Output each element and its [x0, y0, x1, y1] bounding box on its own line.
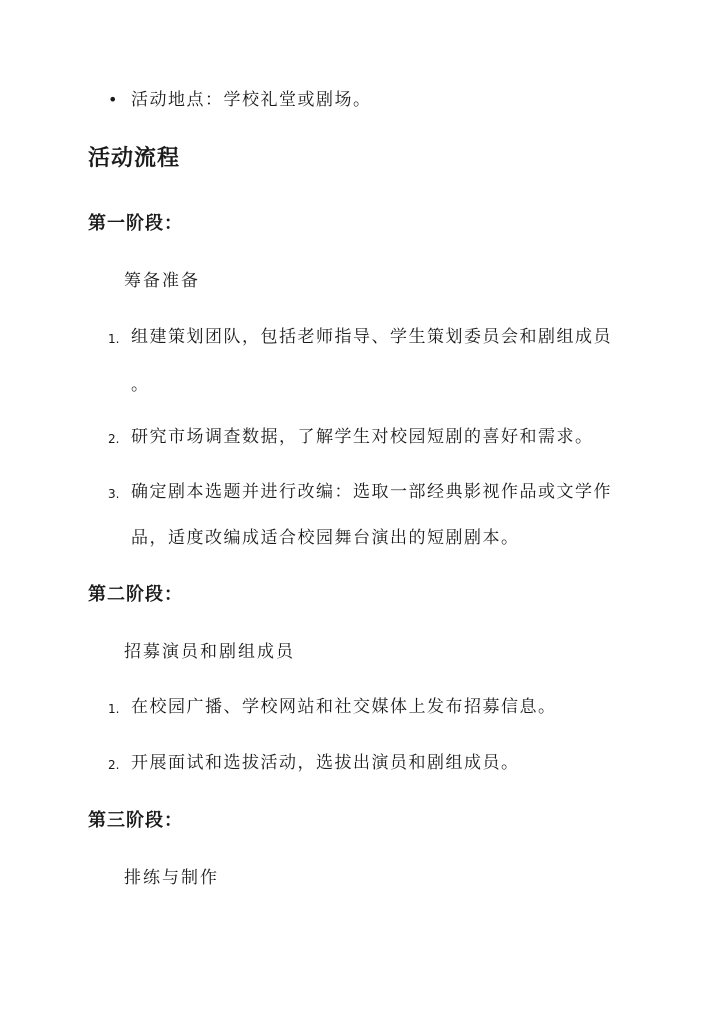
- stage1-item2-number: 2.: [108, 432, 120, 446]
- stage1-heading: 第一阶段：: [88, 213, 183, 234]
- stage1-item2-line1: 研究市场调查数据，了解学生对校园短剧的喜好和需求。: [131, 427, 594, 447]
- stage2-item1-number: 1.: [108, 702, 120, 716]
- section-title: 活动流程: [88, 146, 181, 171]
- stage1-item1-line1: 组建策划团队，包括老师指导、学生策划委员会和剧组成员: [131, 327, 612, 347]
- stage1-subheading: 筹备准备: [124, 271, 200, 291]
- stage2-item2-number: 2.: [108, 758, 120, 772]
- stage2-subheading: 招募演员和剧组成员: [124, 642, 295, 662]
- stage1-item1-line2: 。: [131, 375, 150, 395]
- stage1-item3-number: 3.: [108, 487, 120, 501]
- bullet-text-location: 活动地点：学校礼堂或剧场。: [131, 90, 372, 110]
- stage3-heading: 第三阶段：: [88, 810, 183, 831]
- stage2-heading: 第二阶段：: [88, 584, 183, 605]
- stage3-subheading: 排练与制作: [124, 868, 219, 888]
- bullet-marker: •: [108, 90, 118, 109]
- stage2-item2-line1: 开展面试和选拔活动，选拔出演员和剧组成员。: [131, 753, 520, 773]
- stage1-item3-line1: 确定剧本选题并进行改编：选取一部经典影视作品或文学作: [131, 482, 612, 502]
- stage2-item1-line1: 在校园广播、学校网站和社交媒体上发布招募信息。: [131, 697, 557, 717]
- stage1-item1-number: 1.: [108, 332, 120, 346]
- stage1-item3-line2: 品，适度改编成适合校园舞台演出的短剧剧本。: [131, 528, 520, 548]
